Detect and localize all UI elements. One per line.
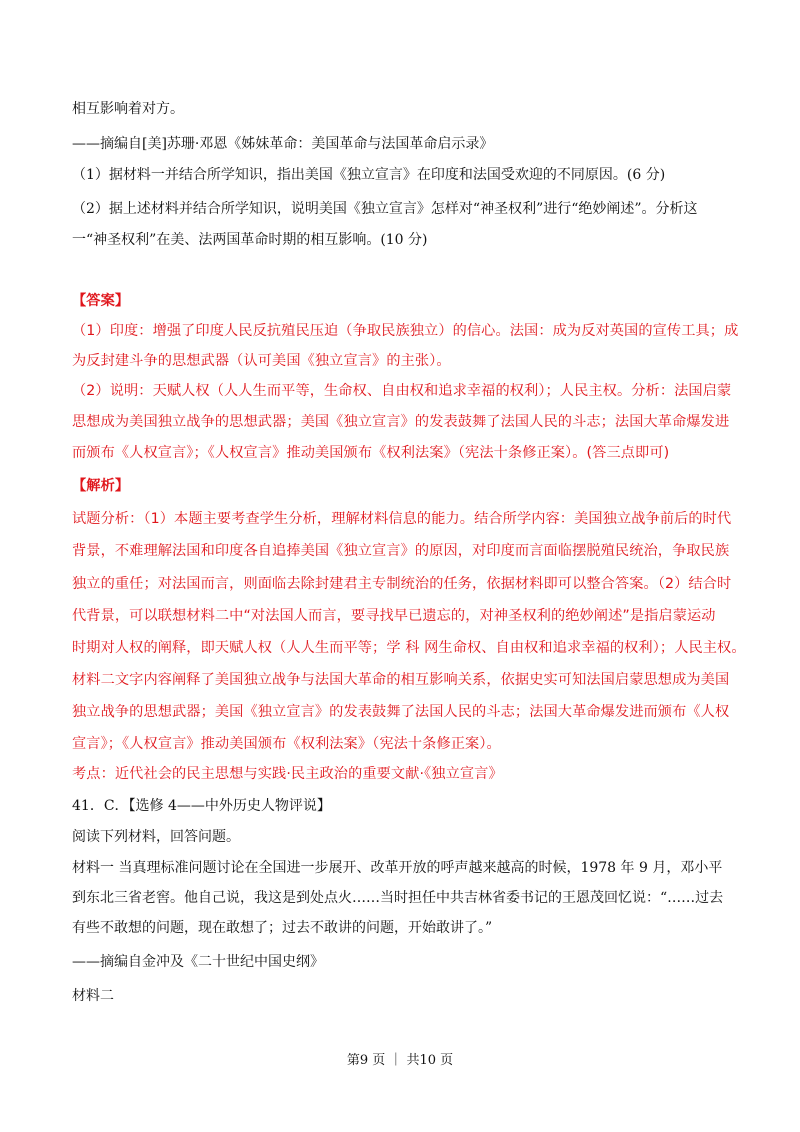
answer-line: （2）说明：天赋人权（人人生而平等，生命权、自由权和追求幸福的权利）；人民主权。分析：法国启蒙	[72, 383, 732, 399]
q41-material-2-label: 材料二	[72, 988, 114, 1004]
q41-material-1-line-3: 有些不敢想的问题，现在敢想了；过去不敢讲的问题，开始敢讲了。”	[72, 920, 493, 936]
analysis-line: 时期对人权的阐释，即天赋人权（人人生而平等；学 科 网生命权、自由权和追求幸福的权利）；人民主权。	[72, 640, 746, 656]
analysis-line: 独立的重任；对法国而言，则面临去除封建君主专制统治的任务，依据材料即可以整合答案。（2）结合时	[72, 576, 732, 592]
q41-instruction: 阅读下列材料，回答问题。	[72, 829, 240, 845]
q40-question-1: （1）据材料一并结合所学知识，指出美国《独立宣言》在印度和法国受欢迎的不同原因。(6 分)	[72, 167, 666, 183]
q41-source: ——摘编自金冲及《二十世纪中国史纲》	[72, 954, 324, 970]
q40-text-line: 相互影响着对方。	[72, 101, 184, 117]
q41-material-1-line-2: 到东北三省老窖。他自己说，我这是到处点火……当时担任中共吉林省委书记的王恩茂回忆说：“……过去	[72, 890, 724, 906]
answer-line: （1）印度：增强了印度人民反抗殖民压迫（争取民族独立）的信心。法国：成为反对英国的宣传工具；成	[72, 323, 739, 339]
q41-material-1-line-1: 材料一 当真理标准问题讨论在全国进一步展开、改革开放的呼声越来越高的时候，1978 年 9 月，邓小平	[72, 860, 723, 876]
analysis-line: 背景，不难理解法国和印度各自追捧美国《独立宣言》的原因，对印度而言面临摆脱殖民统治，争取民族	[72, 543, 730, 559]
analysis-exam-point: 考点：近代社会的民主思想与实践·民主政治的重要文献·《独立宣言》	[72, 766, 503, 782]
answer-line: 而颁布《人权宣言》；《人权宣言》推动美国颁布《权利法案》（宪法十条修正案）。(答三点即可)	[72, 445, 670, 461]
answer-heading: 【答案】	[72, 293, 130, 309]
q40-question-2-line-1: （2）据上述材料并结合所学知识，说明美国《独立宣言》怎样对“神圣权利”进行“绝妙阐述”。分析这	[72, 201, 698, 217]
analysis-line: 独立战争的思想武器；美国《独立宣言》的发表鼓舞了法国人民的斗志；法国大革命爆发进而颁布《人权	[72, 704, 730, 720]
answer-line: 思想成为美国独立战争的思想武器；美国《独立宣言》的发表鼓舞了法国人民的斗志；法国大革命爆发进	[72, 414, 730, 430]
page-footer: 第9 页 ｜ 共10 页	[346, 1053, 454, 1068]
answer-line: 为反封建斗争的思想武器（认可美国《独立宣言》的主张）。	[72, 353, 451, 369]
q40-question-2-line-2: 一“神圣权利”在美、法两国革命时期的相互影响。(10 分)	[72, 232, 428, 248]
q40-source: ——摘编自[美]苏珊·邓恩《姊妹革命：美国革命与法国革命启示录》	[72, 136, 494, 152]
analysis-line: 宣言》；《人权宣言》推动美国颁布《权利法案》（宪法十条修正案）。	[72, 736, 501, 752]
q41-title: 41．C．【选修 4——中外历史人物评说】	[72, 798, 331, 814]
analysis-line: 代背景，可以联想材料二中“对法国人而言，要寻找早已遗忘的，对神圣权利的绝妙阐述”是指启蒙运动	[72, 608, 716, 624]
analysis-line: 试题分析：（1）本题主要考查学生分析，理解材料信息的能力。结合所学内容：美国独立战争前后的时代	[72, 511, 732, 527]
analysis-line: 材料二文字内容阐释了美国独立战争与法国大革命的相互影响关系，依据史实可知法国启蒙思想成为美国	[72, 672, 730, 688]
analysis-heading: 【解析】	[72, 478, 130, 494]
